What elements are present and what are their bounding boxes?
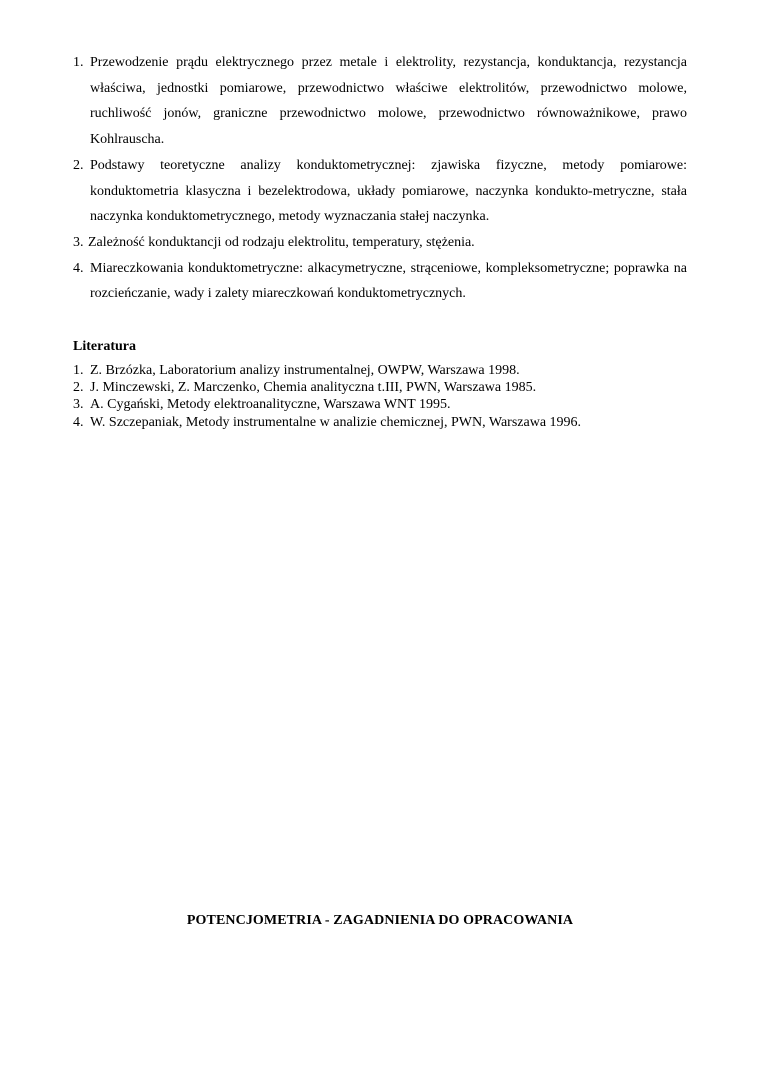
topic-number: 1. [73,55,84,70]
reference-number: 3. [73,397,84,413]
topics-list [73,50,687,307]
topic-item [73,256,687,307]
reference-number: 2. [73,380,84,396]
reference-text: Z. Brzózka, Laboratorium analizy instrumentalnej, OWPW, Warszawa 1998. [90,363,520,378]
reference-text: J. Minczewski, Z. Marczenko, Chemia analityczna t.III, PWN, Warszawa 1985. [90,380,537,396]
topic-number: 2. [73,157,84,173]
topic-item [73,50,687,153]
topic-text: Miareczkowania konduktometryczne: alkacymetryczne, strąceniowe, kompleksometryczne; poprawka na rozcieńczanie, wady i zalety miareczkowań konduktometrycznych. [90,260,687,302]
topic-item [73,230,687,256]
reference-number: 1. [73,363,84,378]
reference-item [73,414,687,431]
section-title: POTENCJOMETRIA - ZAGADNIENIA DO OPRACOWANIA [186,913,574,928]
reference-item [73,379,687,396]
topic-text: Podstawy teoretyczne analizy konduktometrycznej: zjawiska fizyczne, metody pomiarowe: konduktometria klasyczna i bezelektrodowa, układy pomiarowe, naczynka kondukto-metryczne, stała naczynka konduktometrycznego, metody wyznaczania stałej naczynka. [90,157,687,225]
reference-text: W. Szczepaniak, Metody instrumentalne w analizie chemicznej, PWN, Warszawa 1996. [90,414,582,430]
reference-number: 4. [73,414,84,430]
topic-item [73,153,687,230]
reference-item [73,362,687,379]
reference-item [73,396,687,413]
literature-heading: Literatura [73,339,136,354]
topic-text: Przewodzenie prądu elektrycznego przez metale i elektrolity, rezystancja, konduktancja, rezystancja właściwa, jednostki pomiarowe, przewodnictwo właściwe elektrolitów, przewodnictwo molowe, ruchliwość jonów, graniczne przewodnictwo molowe, przewodnictwo równoważnikowe, prawo Kohlrauscha. [90,55,687,148]
reference-text: A. Cygański, Metody elektroanalityczne, Warszawa WNT 1995. [90,397,451,413]
topic-number: 3. [73,234,84,250]
literature-list [73,362,687,431]
topic-text: Zależność konduktancji od rodzaju elektrolitu, temperatury, stężenia. [88,234,475,250]
topic-number: 4. [73,260,84,276]
